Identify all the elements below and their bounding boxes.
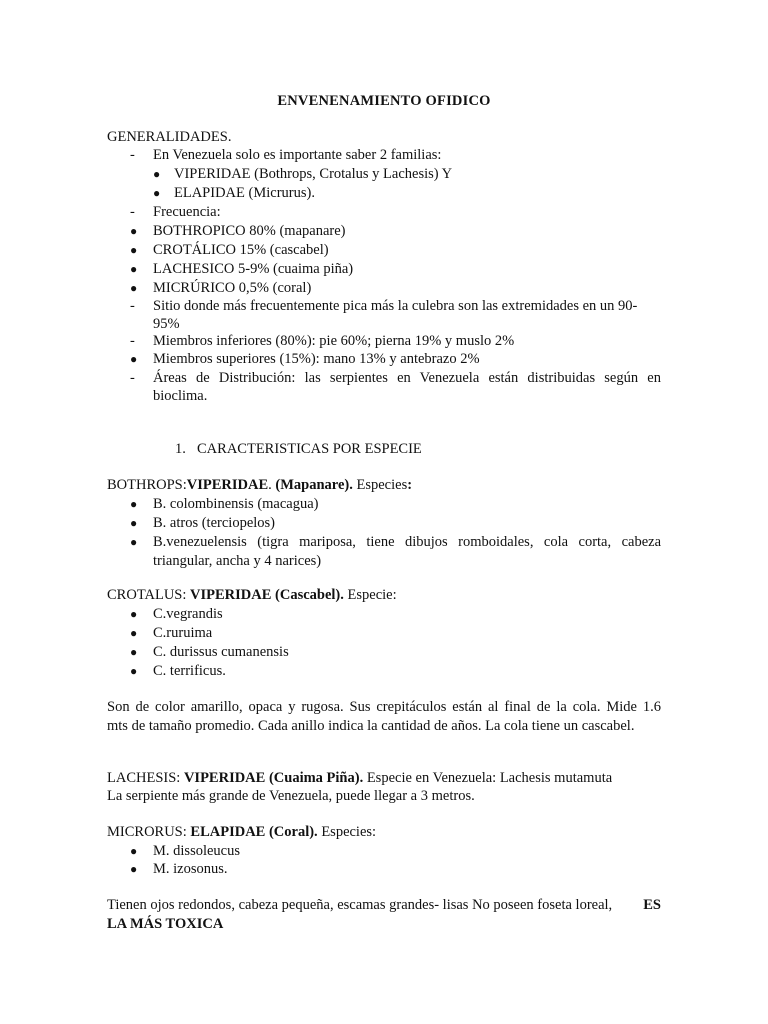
lachesis-description: La serpiente más grande de Venezuela, puede llegar a 3 metros. <box>107 788 475 804</box>
bullet-icon: ● <box>130 243 138 257</box>
bullet-icon: ● <box>130 645 138 659</box>
document-page: ENVENENAMIENTO OFIDICO GENERALIDADES. - En Venezuela solo es importante saber 2 familias: ● VIPERIDAE (Bothrops, Crotalus y Lachesis) Y ● ELAPIDAE (Micrurus). - Frecuencia: ● BOTHROPICO 80% (mapanare) ● CROTÁLICO 15% (cascabel) ● LACHESICO 5-9% (cuaima piña) ● MICRÚRICO 0,5% (coral) - Sitio donde más frecuentemente pica más la culebra son las extremidades en un 90- 95% - Miembros inferiores (80%): pie 60%; pierna 19% y muslo 2% ● Miembros superiores (15%): mano 13% y antebrazo 2% - Áreas de Distribución: las serpientes en Venezuela están distribuidas según en bioclima. 1. CARACTERISTICAS POR ESPECIE BOTHROPS:VIPERIDAE. (Mapanare). Especies: ● B. colombinensis (macagua) ● B. atros (terciopelos) ● B.venezuelensis (tigra mariposa, tiene dibujos romboidales, cola corta, cabeza triangular, ancha y 4 narices) CROTALUS: VIPERIDAE (Cascabel). Especie: ● C.vegrandis ● C.ruruima ● C. durissus cumanensis ● C. terrificus. Son de color amarillo, opaca y rugosa. Sus crepitáculos están al final de la cola. Mide 1.6 mts de tamaño promedio. Cada anillo indica la cantidad de años. La cola tiene un cascabel. LACHESIS: VIPERIDAE (Cuaima Piña). Especie en Venezuela: Lachesis mutamuta La serpiente más grande de Venezuela, puede llegar a 3 metros. MICRORUS: ELAPIDAE (Coral). Especies: ● M. dissoleucus ● M. izosonus. Tienen ojos redondos, cabeza pequeña, escamas grandes- lisas No poseen foseta loreal, ES LA MÁS TOXICA <box>0 0 768 1024</box>
generalidades-heading: GENERALIDADES. <box>107 129 232 145</box>
document-title: ENVENENAMIENTO OFIDICO <box>277 93 491 109</box>
bothrops-heading: BOTHROPS:VIPERIDAE. (Mapanare). Especies: <box>107 477 413 493</box>
list-item-continuation: 95% <box>153 316 180 332</box>
micrurus-description-l2: LA MÁS TOXICA <box>107 916 224 932</box>
list-item-continuation: triangular, ancha y 4 narices) <box>153 553 322 569</box>
bullet-icon: ● <box>130 607 138 621</box>
crotalus-description-l1: Son de color amarillo, opaca y rugosa. Sus crepitáculos están al final de la cola. Mide 1.6 <box>107 699 661 715</box>
bullet-icon: ● <box>130 844 138 858</box>
bullet-icon: ● <box>130 224 138 238</box>
micrurus-heading: MICRORUS: ELAPIDAE (Coral). Especies: <box>107 824 377 840</box>
bullet-icon: ● <box>130 497 138 511</box>
crotalus-description-l2: mts de tamaño promedio. Cada anillo indica la cantidad de años. La cola tiene un cascabel. <box>107 718 635 734</box>
bullet-icon: ● <box>130 862 138 876</box>
bullet-icon: ● <box>130 626 138 640</box>
bullet-icon: ● <box>130 516 138 530</box>
dash-bullet: - <box>130 147 135 163</box>
bullet-icon: ● <box>130 535 138 549</box>
bullet-icon: ● <box>130 281 138 295</box>
dash-bullet: - <box>130 204 135 220</box>
bullet-icon: ● <box>130 664 138 678</box>
list-item-continuation: bioclima. <box>153 388 208 404</box>
dash-bullet: - <box>130 298 135 314</box>
bullet-icon: ● <box>130 352 138 366</box>
micrurus-description-l1: Tienen ojos redondos, cabeza pequeña, escamas grandes- lisas No poseen foseta loreal, ES <box>107 897 661 913</box>
bullet-icon: ● <box>153 186 161 200</box>
bullet-icon: ● <box>153 167 161 181</box>
dash-bullet: - <box>130 370 135 386</box>
crotalus-heading: CROTALUS: VIPERIDAE (Cascabel). Especie: <box>107 587 397 603</box>
bullet-icon: ● <box>130 262 138 276</box>
dash-bullet: - <box>130 333 135 349</box>
lachesis-heading: LACHESIS: VIPERIDAE (Cuaima Piña). Especie en Venezuela: Lachesis mutamuta <box>107 770 613 786</box>
